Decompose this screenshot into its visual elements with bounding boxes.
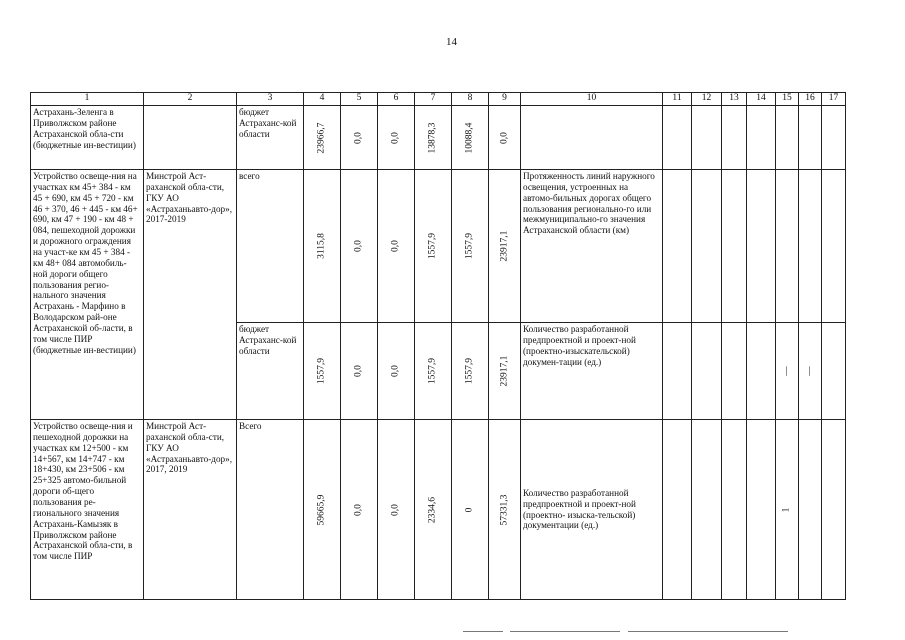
col-header: 4 — [304, 93, 341, 106]
value-cell: 1557,9 — [304, 323, 341, 420]
col-header: 6 — [378, 93, 415, 106]
value-cell: 0,0 — [489, 106, 521, 170]
col-header: 7 — [415, 93, 452, 106]
value-cell: 0,0 — [378, 323, 415, 420]
funding-source-cell: бюджет Астраханс-кой области — [237, 106, 304, 170]
value-cell: 57331,3 — [489, 420, 521, 600]
col-header: 15 — [776, 93, 799, 106]
executor-cell: Минстрой Аст-раханской обла-сти, ГКУ АО «Астраханьавто-дор», 2017, 2019 — [144, 420, 237, 600]
col-header: 8 — [452, 93, 489, 106]
value-cell: 0,0 — [378, 420, 415, 600]
col-header: 14 — [747, 93, 776, 106]
indicator-cell — [521, 106, 663, 170]
value-cell: 2334,6 — [415, 420, 452, 600]
object-name-cell: Устройство освеще-ния и пешеходной дорожки на участках км 12+500 - км 14+567, км 14+747 - км 18+430, км 23+506 - км 25+325 автомо-бильной дороги об-щего пользования ре-гионального значения Астрахань-Камызяк в Приволжском районе Астраханской обла-сти, в том числе ПИР — [31, 420, 144, 600]
col-header: 16 — [799, 93, 822, 106]
scan-artifact — [510, 631, 620, 632]
col-header: 12 — [692, 93, 722, 106]
value-cell: 1 — [776, 420, 799, 600]
value-cell: 1557,9 — [415, 170, 452, 323]
program-table — [30, 92, 846, 600]
funding-source-cell: Всего — [237, 420, 304, 600]
scan-artifact — [463, 631, 503, 632]
indicator-cell: Количество разработанной предпроектной и проект-ной (проектно-изыскательской) докумен-тации (ед.) — [521, 323, 663, 420]
value-cell: 0,0 — [341, 323, 378, 420]
value-cell: 1557,9 — [452, 170, 489, 323]
value-cell: 1557,9 — [415, 323, 452, 420]
value-cell: 0,0 — [341, 170, 378, 323]
funding-source-cell: всего — [237, 170, 304, 323]
col-header: 13 — [722, 93, 747, 106]
value-cell: 1557,9 — [452, 323, 489, 420]
executor-cell — [144, 106, 237, 170]
funding-source-cell: бюджет Астраханс-кой области — [237, 323, 304, 420]
value-cell: 23966,7 — [304, 106, 341, 170]
value-cell: 0,0 — [378, 106, 415, 170]
indicator-cell: Количество разработанной предпроектной и проект-ной (проектно- изыска-тельской) документации (ед.) — [521, 420, 663, 600]
col-header: 5 — [341, 93, 378, 106]
page-number: 14 — [446, 36, 457, 48]
value-cell: 0 — [452, 420, 489, 600]
column-number-row — [31, 93, 846, 106]
scan-artifact — [628, 631, 788, 632]
value-cell: 59665,9 — [304, 420, 341, 600]
col-header: 10 — [521, 93, 663, 106]
col-header: 17 — [822, 93, 846, 106]
value-cell: 0,0 — [341, 420, 378, 600]
value-cell: — — [799, 323, 822, 420]
col-header: 2 — [144, 93, 237, 106]
col-header: 1 — [31, 93, 144, 106]
object-name-cell: Астрахань-Зеленга в Приволжском районе Астраханской обла-сти (бюджетные ин-вестиции) — [31, 106, 144, 170]
col-header: 11 — [663, 93, 692, 106]
value-cell: 0,0 — [378, 170, 415, 323]
object-name-cell: Устройство освеще-ния на участках км 45+ 384 - км 45 + 690, км 45 + 720 - км 46 + 370, 46 + 445 - км 46+ 690, км 47 + 190 - км 48 + 084, пешеходной дорожки и дорожного ограждения на участ-ке км 45 + 384 - км 48+ 084 автомобиль-ной дороги общего пользования регио-нального значения Астрахань - Марфино в Володарском рай-оне Астраханской об-ласти, в том числе ПИР (бюджетные ин-вестиции) — [31, 170, 144, 420]
value-cell: — — [776, 323, 799, 420]
value-cell: 13878,3 — [415, 106, 452, 170]
indicator-cell: Протяженность линий наружного освещения, устроенных на автомо-бильных дорогах общего пользования регионально-го или межмуниципально-го значения Астраханской области (км) — [521, 170, 663, 323]
table-row — [31, 106, 846, 170]
table-row — [31, 170, 846, 323]
value-cell: 23917,1 — [489, 323, 521, 420]
col-header: 3 — [237, 93, 304, 106]
value-cell: 3115,8 — [304, 170, 341, 323]
executor-cell: Минстрой Аст-раханской обла-сти, ГКУ АО «Астраханьавто-дор», 2017-2019 — [144, 170, 237, 420]
col-header: 9 — [489, 93, 521, 106]
value-cell: 10088,4 — [452, 106, 489, 170]
table-row — [31, 420, 846, 600]
value-cell: 0,0 — [341, 106, 378, 170]
value-cell: 23917,1 — [489, 170, 521, 323]
